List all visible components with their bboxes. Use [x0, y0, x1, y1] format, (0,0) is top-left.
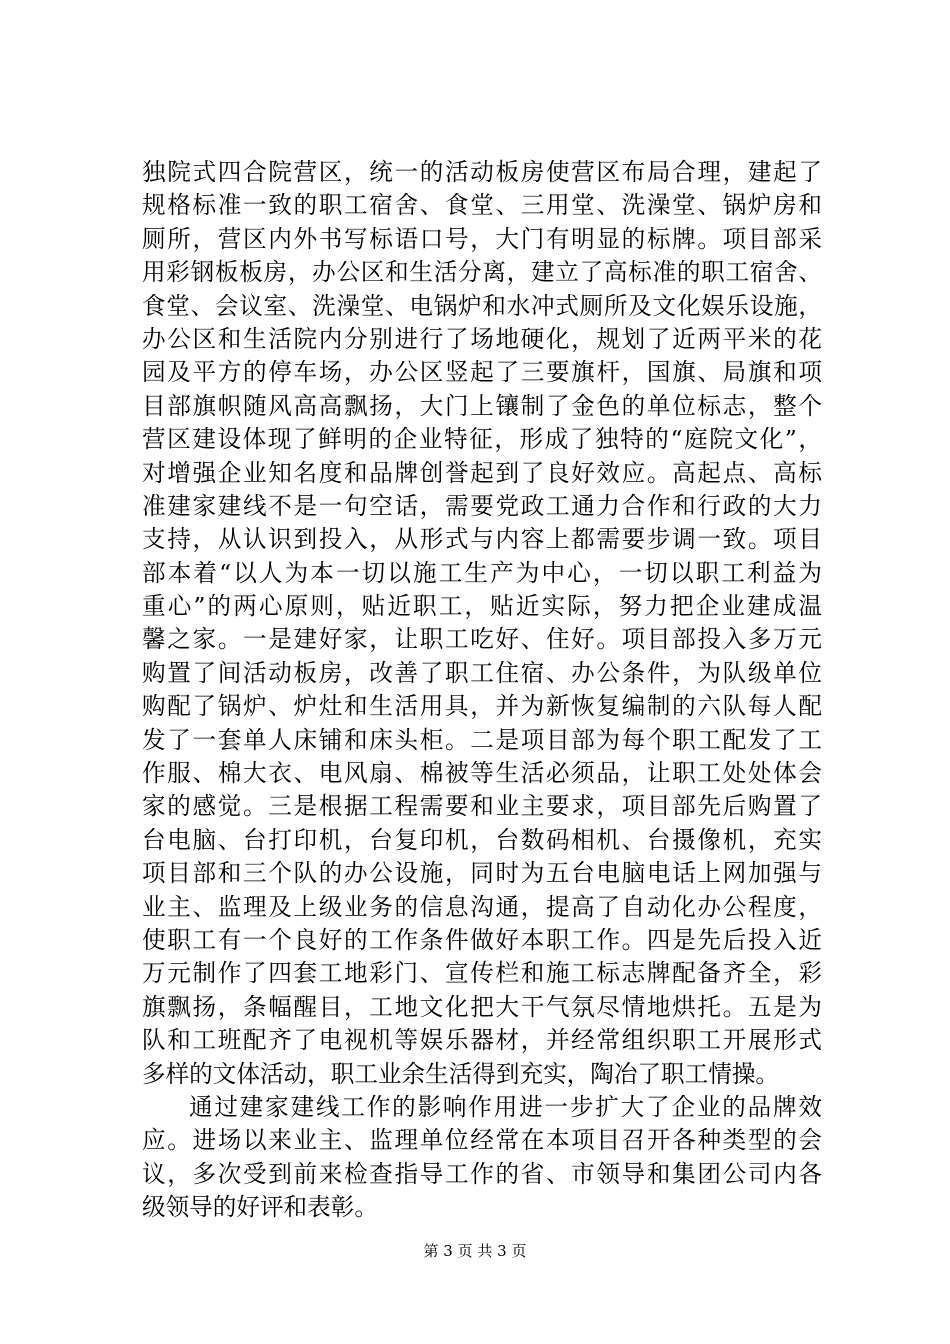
text-line: 使职工有一个良好的工作条件做好本职工作。四是先后投入近: [142, 925, 822, 954]
text-line: 对增强企业知名度和品牌创誉起到了良好效应。高起点、高标: [142, 458, 822, 487]
text-line: 部本着“以人为本一切以施工生产为中心，一切以职工利益为: [142, 558, 822, 587]
text-line: 级领导的好评和表彰。: [142, 1193, 378, 1222]
text-line: 食堂、会议室、洗澡堂、电锅炉和水冲式厕所及文化娱乐设施，: [142, 291, 822, 320]
text-line: 重心”的两心原则，贴近职工，贴近实际，努力把企业建成温: [142, 592, 822, 621]
text-line: 园及平方的停车场，办公区竖起了三要旗杆，国旗、局旗和项: [142, 358, 822, 387]
text-line: 支持，从认识到投入，从形式与内容上都需要步调一致。项目: [142, 525, 822, 554]
text-line: 项目部和三个队的办公设施，同时为五台电脑电话上网加强与: [142, 859, 822, 888]
text-line: 旗飘扬，条幅醒目，工地文化把大干气氛尽情地烘托。五是为: [142, 992, 822, 1021]
paragraph-1: [142, 156, 822, 1091]
text-line: 独院式四合院营区，统一的活动板房使营区布局合理，建起了: [142, 158, 822, 186]
text-line: 队和工班配齐了电视机等娱乐器材，并经常组织职工开展形式: [142, 1026, 822, 1055]
text-line: 业主、监理及上级业务的信息沟通，提高了自动化办公程度，: [142, 892, 822, 921]
text-line: 应。进场以来业主、监理单位经常在本项目召开各种类型的会: [142, 1126, 822, 1155]
body-text: [142, 156, 822, 1225]
text-line: 通过建家建线工作的影响作用进一步扩大了企业的品牌效: [189, 1092, 822, 1121]
text-line: 家的感觉。三是根据工程需要和业主要求，项目部先后购置了: [142, 792, 822, 821]
text-line: 议，多次受到前来检查指导工作的省、市领导和集团公司内各: [142, 1159, 822, 1188]
text-line: 准建家建线不是一句空话，需要党政工通力合作和行政的大力: [142, 491, 822, 520]
text-line: 台电脑、台打印机，台复印机，台数码相机、台摄像机，充实: [142, 825, 822, 854]
text-line: 多样的文体活动，职工业余生活得到充实，陶冶了职工情操。: [142, 1059, 780, 1088]
text-line: 规格标准一致的职工宿舍、食堂、三用堂、洗澡堂、锅炉房和: [142, 191, 822, 220]
text-line: 作服、棉大衣、电风扇、棉被等生活必须品，让职工处处体会: [142, 759, 822, 788]
text-line: 营区建设体现了鲜明的企业特征，形成了独特的“庭院文化”，: [142, 425, 822, 454]
paragraph-2: [142, 1091, 822, 1225]
text-line: 购置了间活动板房，改善了职工住宿、办公条件，为队级单位: [142, 658, 822, 687]
text-line: 馨之家。一是建好家，让职工吃好、住好。项目部投入多万元: [142, 625, 822, 654]
text-line: 购配了锅炉、炉灶和生活用具，并为新恢复编制的六队每人配: [142, 692, 822, 721]
text-line: 目部旗帜随风高高飘扬，大门上镶制了金色的单位标志，整个: [142, 391, 822, 420]
text-line: 厕所，营区内外书写标语口号，大门有明显的标牌。项目部采: [142, 224, 822, 253]
text-line: 用彩钢板板房，办公区和生活分离，建立了高标准的职工宿舍、: [142, 258, 822, 287]
text-line: 万元制作了四套工地彩门、宣传栏和施工标志牌配备齐全，彩: [142, 959, 822, 988]
text-line: 发了一套单人床铺和床头柜。二是项目部为每个职工配发了工: [142, 725, 822, 754]
page-footer: 第 3 页 共 3 页: [423, 1242, 527, 1260]
text-line: 办公区和生活院内分别进行了场地硬化，规划了近两平米的花: [142, 324, 822, 353]
